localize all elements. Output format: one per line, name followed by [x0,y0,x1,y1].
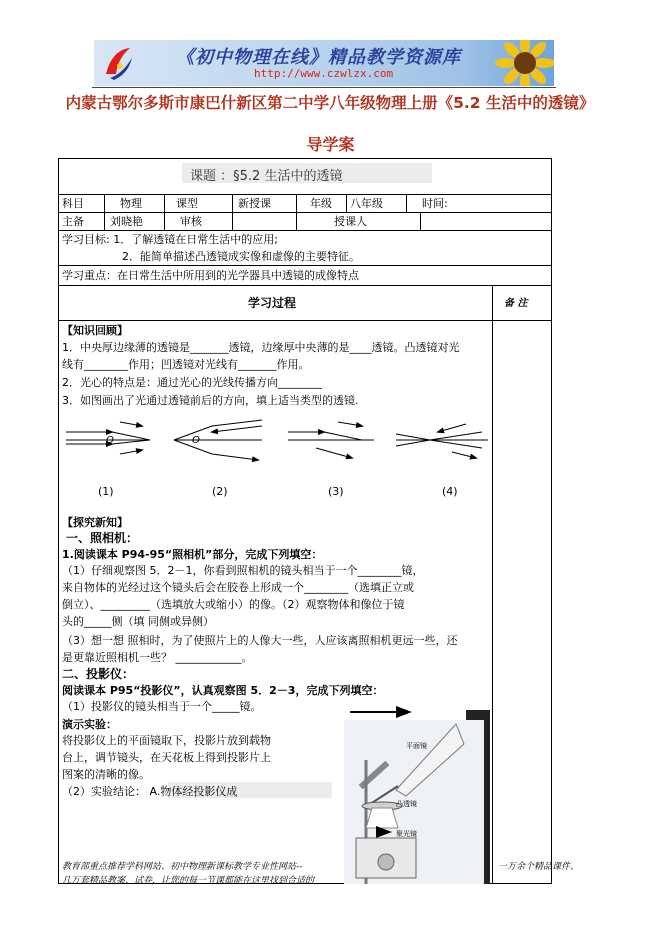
camera-read-instruction: 1.阅读课本 P94-95“照相机”部分，完成下列填空： [62,548,323,561]
lens-ray-figures [62,410,492,505]
fig-label: (3) [328,485,344,498]
cell-subject: 物理 [120,197,142,210]
cell-type: 新授课 [238,197,271,210]
grid-line [58,194,552,195]
banner-title: 《初中物理在线》精品教学资源库 [176,47,461,68]
cell-teacher-label: 授课人 [334,215,367,228]
banner-url: http://www.czwlzx.com [254,67,394,80]
cell-subject-label: 科目 [62,197,84,210]
camera-line: 头的_____侧（填 同侧或异侧） [62,615,214,628]
footer-right: 一万余个精品课件、 [498,862,580,872]
grid-line [346,194,347,212]
diagram-label-condenser: 聚光镜 [396,830,417,838]
demo-line: 图案的清晰的像。 [62,768,150,781]
projector-question: （1）投影仪的镜头相当于一个_____镜。 [62,700,262,713]
document-subtitle: 导学案 [306,135,355,154]
sunflower-icon [492,40,554,86]
grid-line [232,194,233,230]
diagram-label-mirror: 平面镜 [406,742,427,750]
camera-line: 倒立）、_________（选填放大或缩小）的像。（2）观察物体和像位于镜 [62,598,405,611]
grid-line [104,194,105,230]
experiment-conclusion: （2）实验结论： A.物体经投影仪成 [62,785,238,798]
footer-line-2: 几万套精品教案、试卷，让您的每一节课都能在这里找到合适的 [62,876,315,886]
review-line: 3．如图画出了光通过透镜前后的方向，填上适当类型的透镜. [62,394,359,407]
projector-diagram [336,700,492,884]
cell-preparer-label: 主备 [62,215,84,228]
lesson-title: 课题 ：§5.2 生活中的透镜 [190,169,343,184]
cell-grade-label: 年级 [310,197,332,210]
camera-line: 是更靠近照相机一些？ ____________。 [62,651,253,664]
grid-line [296,194,297,230]
document-title: 内蒙古鄂尔多斯市康巴什新区第二中学八年级物理上册《5.2 生活中的透镜》 [65,94,595,112]
fig-optic-center: O [192,435,200,446]
review-heading: 【知识回顾】 [62,324,128,337]
cell-grade: 八年级 [350,197,383,210]
fig-label: (4) [442,485,458,498]
learning-goal-2: 2．能简单描述凸透镜成实像和虚像的主要特征。 [122,250,360,263]
camera-line: （3）想一想 照相时，为了使照片上的人像大一些，人应该离照相机更远一些，还 [62,634,458,647]
demo-title: 演示实验： [62,718,117,731]
grid-line [58,285,552,286]
cell-type-label: 课型 [176,197,198,210]
demo-line: 台上，调节镜头，在天花板上得到投影片上 [62,751,271,764]
notes-heading: 备 注 [504,298,528,309]
process-heading: 学习过程 [248,296,297,310]
grid-line [406,194,407,212]
review-line: 2．光心的特点是：通过光心的光线传播方向________ [62,376,322,389]
camera-line: 来自物体的光经过这个镜头后会在胶卷上形成一个________（选填正立或 [62,581,414,594]
demo-line: 将投影仪上的平面镜取下，投影片放到载物 [62,734,271,747]
grid-line [420,212,421,230]
footer-line-1: 教育部重点推荐学科网站、初中物理新课标教学专业性网站-- [62,862,303,872]
camera-line: （1）仔细观察图 5．2－1，你看到照相机的镜头相当于一个________镜， [62,564,424,577]
cell-time-label: 时间: [422,197,448,210]
explore-heading: 【探究新知】 [62,516,128,529]
projector-section-title: 二、投影仪： [62,667,135,681]
fig-optic-center: O [106,435,114,446]
grid-line [58,265,552,266]
review-line: 线有________作用；凹透镜对光线有_______作用。 [62,358,310,371]
cell-reviewer-label: 审核 [180,215,202,228]
notes-column-line [492,285,493,884]
camera-section-title: 一、照相机： [66,531,139,545]
review-line: 1．中央厚边缘薄的透镜是_______透镜，边缘厚中央薄的是____透镜。凸透镜对光 [62,341,460,354]
grid-line [58,320,552,321]
grid-line [58,230,552,231]
grid-line [164,194,165,230]
projector-read-instruction: 阅读课本 P95“投影仪”，认真观察图 5．2－3，完成下列填空： [62,684,384,697]
learning-goal-1: 学习目标: 1．了解透镜在日常生活中的应用; [62,233,278,246]
diagram-label-convex-lens: 凸透镜 [396,800,417,808]
cell-preparer: 刘晓艳 [110,215,143,228]
header-rule [92,87,556,88]
fig-label: (2) [212,485,228,498]
learning-focus: 学习重点：在日常生活中所用到的光学器具中透镜的成像特点 [62,269,359,282]
fig-label: (1) [98,485,114,498]
grid-line [58,212,552,213]
logo-icon [100,44,136,82]
site-banner [94,40,554,86]
